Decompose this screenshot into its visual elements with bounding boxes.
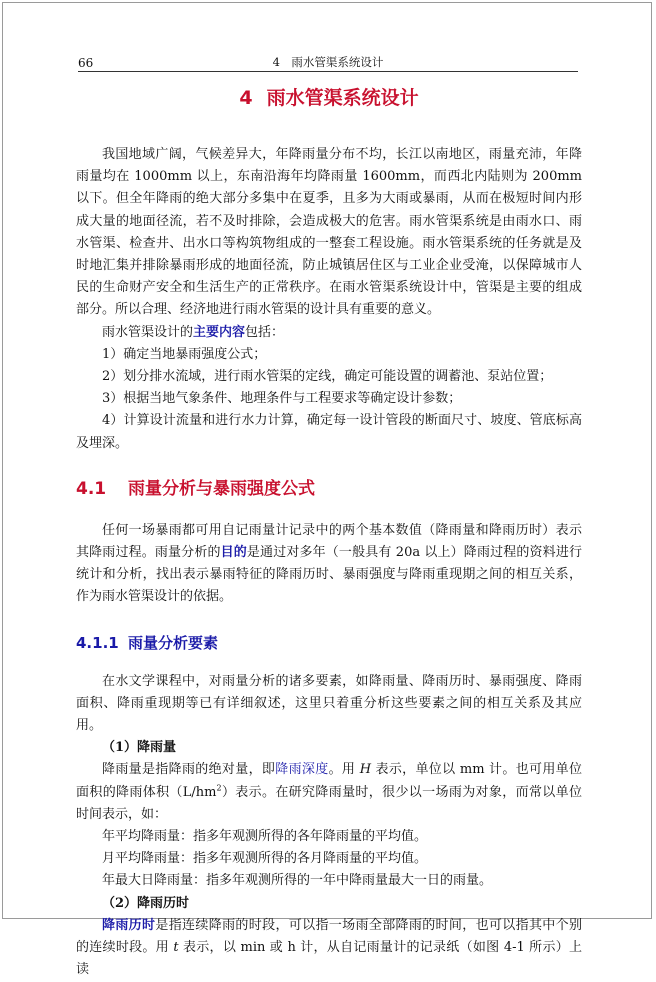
section-4-1-paragraph [76,520,582,609]
purpose-highlight: 目的 [220,545,247,561]
variable-h: H [359,762,372,778]
rain-depth-link[interactable]: 降雨深度 [275,762,329,778]
paragraph-text: 任何一场暴雨都可用自记雨量计记录中的两个基本数值（降雨量和降雨历时）表示其降雨过程。雨量分析的 [76,522,582,561]
rainfall-heading: （1）降雨量 [102,740,177,756]
main-content-highlight: 主要内容 [193,324,246,340]
page-header [78,44,578,72]
list-item: 3）根据当地气象条件、地理条件与工程要求等确定设计参数； [102,391,462,407]
intro-contents-line [76,322,582,344]
duration-definition [76,915,582,982]
intro-paragraph: 我国地域广阔，气候差异大，年降雨量分布不均，长江以南地区，雨量充沛，年降雨量均在 1000mm 以上，东南沿海年均降雨量 1600mm，而西北内陆则为 200mm 以下。但全年降雨的绝大部分多集中在夏季，且多为大雨或暴雨，从而在极短时间内形成大量的地面径流，若不及时排除，会造成极大的危害。雨水管渠系统是由雨水口、雨水管渠、检查井、出水口等构筑物组成的一整套工程设施。雨水管渠系统的任务就是及时地汇集并排除暴雨形成的地面径流，防止城镇居住区与工业企业受淹，以保障城市人民的生命财产安全和生活生产的正常秩序。在雨水管渠系统设计中，管渠是主要的组成部分。所以合理、经济地进行雨水管渠的设计具有重要的意义。 [76,147,582,318]
chapter-title-text: 雨水管渠系统设计 [266,87,419,109]
duration-heading: （2）降雨历时 [102,895,190,911]
paragraph-text: 是通过对多年（一般具有 20a 以上）降雨过程的资料进行统计和分析，找出表示暴雨特征的降雨历时、暴雨强度与降雨重现期之间的相互关系，作为雨水管渠设计的依据。 [76,545,582,605]
section-heading-4-1 [76,477,582,501]
subsection-number: 4.1.1 [76,633,119,652]
definition-line: 月平均降雨量：指多年观测所得的各月降雨量的平均值。 [102,851,428,867]
intro-contents-lead: 雨水管渠设计的 [102,324,194,340]
paragraph-text: 是指连续降雨的时段，可以指一场雨全部降雨的时间，也可以指其中个别的连续时段。用 [76,917,582,956]
definition-line: 年最大日降雨量：指多年观测所得的一年中降雨量最大一日的雨量。 [102,873,493,889]
list-item: 2）划分排水流域，进行雨水管渠的定线，确定可能设置的调蓄池、泵站位置； [102,369,553,385]
rainfall-definition [76,759,582,826]
variable-t: t [173,940,179,956]
paragraph-text: ）表示。在研究降雨量时，很少以一场雨为对象，而常以单位时间表示，如： [76,784,582,822]
list-item: 1）确定当地暴雨强度公式； [102,346,267,362]
chapter-number: 4 [239,87,253,109]
superscript: 2 [216,783,222,793]
paragraph-text: 。用 [328,762,360,778]
subsection-paragraph: 在水文学课程中，对雨量分析的诸多要素，如降雨量、降雨历时、暴雨强度、降雨面积、降雨重现期等已有详细叙述，这里只着重分析这些要素之间的相互关系及其应用。 [76,673,582,734]
definition-line: 年平均降雨量：指多年观测所得的各年降雨量的平均值。 [102,829,428,845]
intro-contents-tail: 包括： [245,324,285,340]
paragraph-text: 降雨量是指降雨的绝对量，即 [102,762,276,778]
running-title: 4 雨水管渠系统设计 [272,55,384,69]
subsection-title: 雨量分析要素 [128,633,219,652]
section-title: 雨量分析与暴雨强度公式 [128,478,315,499]
paragraph-text: 表示，以 min 或 h 计，从自记雨量计的记录纸（如图 4-1 所示）上读 [76,940,582,978]
paragraph-text: 表示，单位以 mm 计。也可用单位面积的降雨体积（L/hm [76,762,582,800]
header-rule [78,71,578,72]
duration-highlight: 降雨历时 [102,917,156,933]
list-item: 4）计算设计流量和进行水力计算，确定每一设计管段的断面尺寸、坡度、管底标高及埋深。 [76,413,582,451]
page-content [76,80,582,982]
section-number: 4.1 [76,478,107,499]
section-heading-4-1-1 [76,632,582,654]
page-number: 66 [78,56,94,70]
chapter-title [76,85,582,111]
